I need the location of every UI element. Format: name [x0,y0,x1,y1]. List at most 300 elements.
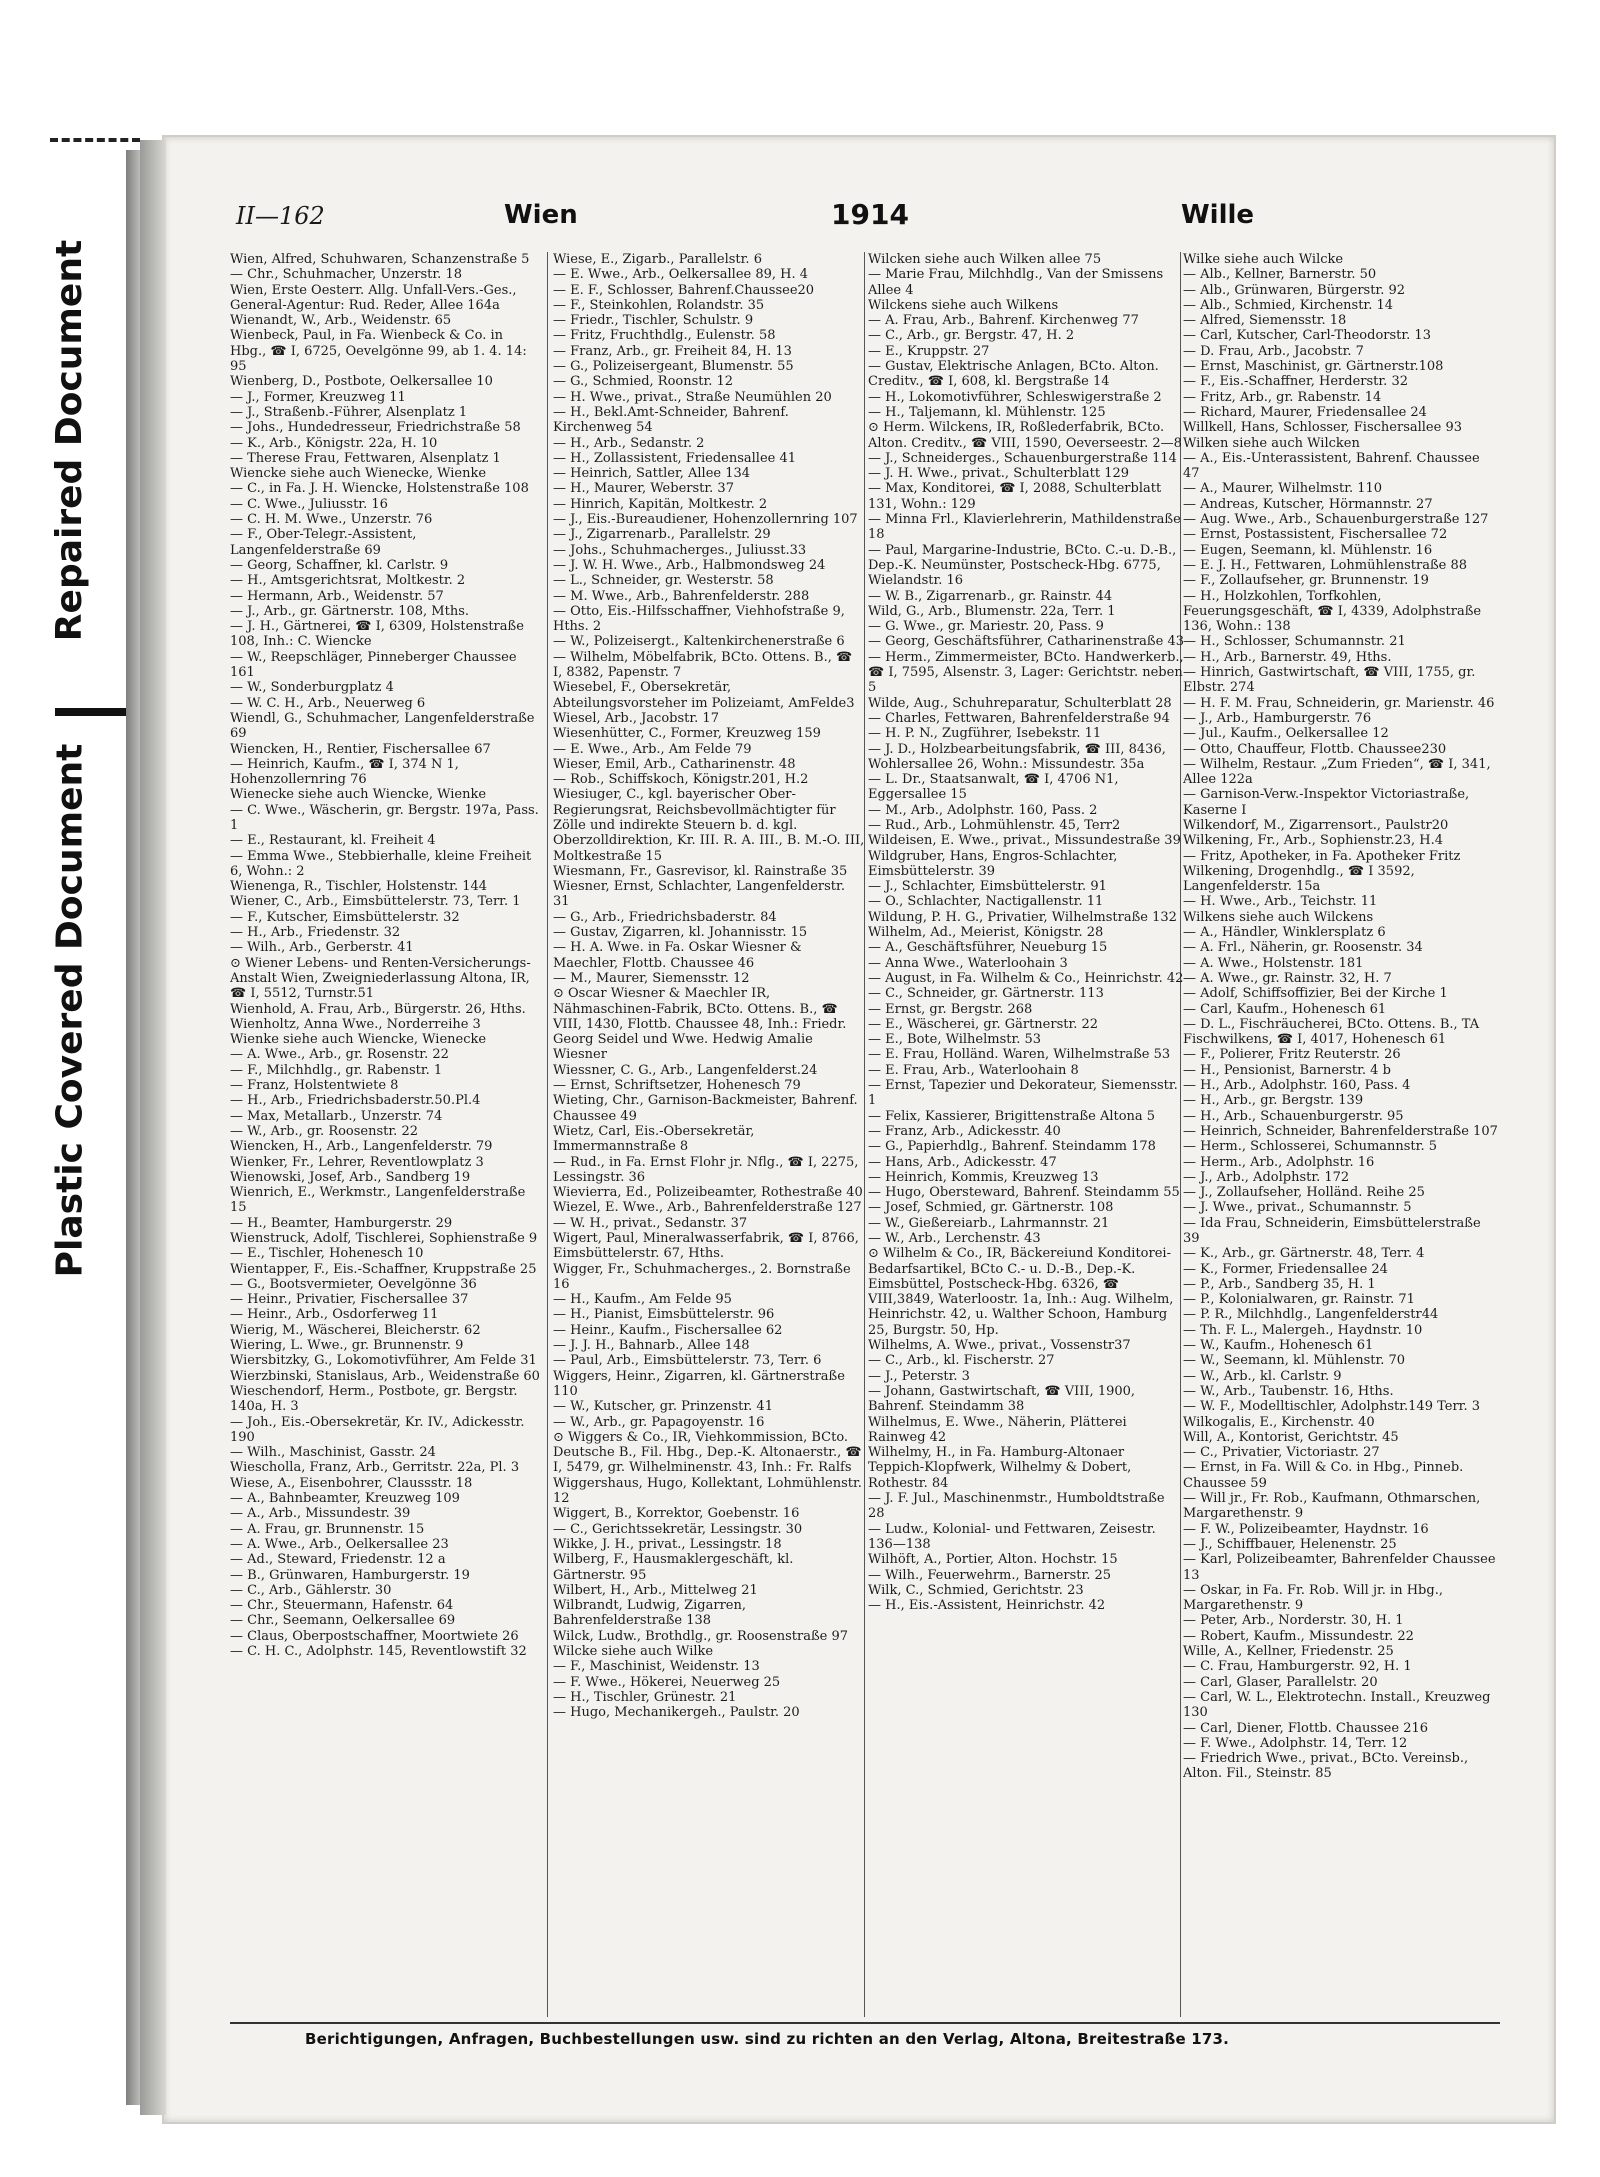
directory-entry: — J., Straßenb.-Führer, Alsenplatz 1 [230,404,468,420]
directory-entry: — Carl, W. L., Elektrotechn. Install., Kreuzweg 130 [1183,1689,1491,1721]
directory-entry: — E. J. H., Fettwaren, Lohmühlenstraße 88 [1183,557,1468,573]
directory-entry: — A., Bahnbeamter, Kreuzweg 109 [230,1491,460,1507]
directory-entry: — Heinrich, Sattler, Allee 134 [553,466,751,482]
directory-entry: Wienenga, R., Tischler, Holstenstr. 144 [230,879,488,895]
directory-entry: — Georg, Geschäftsführer, Catharinenstraße 43 [868,634,1184,650]
directory-entry: — G., Bootsvermieter, Oevelgönne 36 [230,1276,477,1292]
directory-entry: — Ernst, Maschinist, gr. Gärtnerstr.108 [1183,359,1444,375]
directory-entry: — Ludw., Kolonial- und Fettwaren, Zeisestr. 136—138 [868,1521,1156,1552]
directory-entry: — H., Arb., Sedanstr. 2 [553,435,705,451]
header-last-name: Wille [1181,200,1255,230]
directory-entry: — H., Pensionist, Barnerstr. 4 b [1183,1062,1391,1078]
directory-entry: — H., Arb., Friedrichsbaderstr.50.Pl.4 [230,1093,481,1109]
directory-entry: — Carl, Glaser, Parallelstr. 20 [1183,1674,1378,1690]
directory-column-4 [1183,252,1499,2022]
directory-entry: — A., Händler, Winklersplatz 6 [1183,925,1386,941]
directory-entry: — Rud., Arb., Lohmühlenstr. 45, Terr2 [868,817,1121,833]
directory-entry: — C., in Fa. J. H. Wiencke, Holstenstraße 108 [230,481,529,497]
directory-entry: — Chr., Schuhmacher, Unzerstr. 18 [230,267,462,283]
directory-entry: — M., Maurer, Siemensstr. 12 [553,970,750,986]
directory-entry: — W., Kaufm., Hohenesch 61 [1183,1338,1374,1354]
directory-entry: — F. Wwe., Hökerei, Neuerweg 25 [553,1674,781,1690]
directory-entry: — Heinrich, Schneider, Bahrenfelderstraße 107 [1183,1123,1498,1139]
header-first-name: Wien [504,200,578,230]
directory-entry: Wildung, P. H. G., Privatier, Wilhelmstraße 132 [868,909,1177,925]
directory-entry: — Paul, Arb., Eimsbüttelerstr. 73, Terr. 6 [553,1353,822,1369]
directory-entry: — Johann, Gastwirtschaft, ☎ VIII, 1900, Bahrenf. Steindamm 38 [868,1383,1136,1415]
directory-entry: — A., Arb., Missundestr. 39 [230,1506,411,1522]
directory-entry: — Friedr., Tischler, Schulstr. 9 [553,313,754,329]
directory-entry: — A., Eis.-Unterassistent, Bahrenf. Chaussee 47 [1183,450,1480,482]
directory-entry: Wiesmann, Fr., Gasrevisor, kl. Rainstraße 35 [553,863,848,879]
directory-entry: — E. F., Schlosser, Bahrenf.Chaussee20 [553,282,815,298]
directory-entry: Wienowski, Josef, Arb., Sandberg 19 [230,1169,471,1185]
directory-entry: — J. J. H., Bahnarb., Allee 148 [553,1338,750,1354]
directory-entry: — Minna Frl., Klavierlehrerin, Mathildenstraße 18 [868,512,1181,543]
directory-entry: — Paul, Margarine-Industrie, BCto. C.-u. D.-B., Dep.-K. Neumünster, Postscheck-Hbg. 6775, Wielandstr. 16 [868,542,1177,589]
directory-entry: Wienrich, E., Werkmstr., Langenfelderstraße 15 [230,1185,526,1216]
directory-entry: — W. B., Zigarrenarb., gr. Rainstr. 44 [868,588,1113,604]
directory-entry: — K., Arb., Königstr. 22a, H. 10 [230,435,438,451]
directory-entry: — Therese Frau, Fettwaren, Alsenplatz 1 [230,450,501,466]
directory-entry: — H., Holzkohlen, Torfkohlen, Feuerungsgeschäft, ☎ I, 4339, Adolphstraße 136, Wohn.: 138 [1183,588,1482,635]
directory-entry: — Max, Metallarb., Unzerstr. 74 [230,1108,443,1124]
directory-entry: — P. R., Milchhdlg., Langenfelderstr44 [1183,1307,1439,1323]
directory-entry: Wilk, C., Schmied, Gerichtstr. 23 [868,1582,1084,1598]
directory-entry: — K., Former, Friedensallee 24 [1183,1261,1388,1277]
directory-entry: Wilke siehe auch Wilcke [1183,252,1344,267]
directory-entry: — M. Wwe., Arb., Bahrenfelderstr. 288 [553,588,810,604]
directory-entry: — Carl, Kutscher, Carl-Theodorstr. 13 [1183,328,1431,344]
page-number: II—162 [236,202,325,230]
directory-entry: — E. Wwe., Arb., Am Felde 79 [553,741,752,757]
directory-entry: — W., Arb., gr. Roosenstr. 22 [230,1123,418,1139]
directory-entry: — M., Arb., Adolphstr. 160, Pass. 2 [868,802,1098,818]
directory-entry: — H., Kaufm., Am Felde 95 [553,1292,732,1308]
directory-entry: — F., Ober-Telegr.-Assistent, Langenfelderstraße 69 [230,527,417,558]
directory-entry: Wiese, A., Eisenbohrer, Claussstr. 18 [230,1475,473,1491]
directory-entry: Wilhelmy, H., in Fa. Hamburg-Altonaer Teppich-Klopfwerk, Wilhelmy & Dobert, Rothestr. 84 [868,1445,1132,1491]
directory-entry: Wienstruck, Adolf, Tischlerei, Sophienstraße 9 [230,1231,538,1246]
directory-entry: — F. Wwe., Adolphstr. 14, Terr. 12 [1183,1735,1408,1751]
directory-entry: Wienker, Fr., Lehrer, Reventlowplatz 3 [230,1154,484,1170]
directory-entry: — Alb., Schmied, Kirchenstr. 14 [1183,297,1394,313]
directory-entry: Wiese, E., Zigarb., Parallelstr. 6 [553,252,762,267]
directory-entry: — H., Arb., Barnerstr. 49, Hths. [1183,649,1392,665]
directory-entry: — Heinrich, Kaufm., ☎ I, 374 N 1, Hohenzollernring 76 [230,756,459,788]
directory-entry: Wilckens siehe auch Wilkens [868,297,1059,313]
book-spine-edge [126,150,140,2105]
directory-entry: — J., Schlachter, Eimsbüttelerstr. 91 [868,879,1107,895]
directory-entry: Wiener, C., Arb., Eimsbüttelerstr. 73, Terr. 1 [230,894,521,910]
directory-entry: — C., Schneider, gr. Gärtnerstr. 113 [868,986,1104,1002]
directory-entry: Wienholtz, Anna Wwe., Norderreihe 3 [230,1016,481,1032]
label-separator [55,708,135,716]
directory-entry: Wiessner, C. G., Arb., Langenfelderst.24 [553,1062,818,1078]
directory-entry: — Chr., Steuermann, Hafenstr. 64 [230,1598,454,1614]
directory-entry: Will, A., Kontorist, Gerichtstr. 45 [1183,1429,1399,1445]
directory-entry: — P., Kolonialwaren, gr. Rainstr. 71 [1183,1292,1415,1308]
directory-entry: — Otto, Eis.-Hilfsschaffner, Viehhofstraße 9, Hths. 2 [553,603,845,635]
directory-entry: Wiesebel, F., Obersekretär, Abteilungsvorsteher im Polizeiamt, AmFelde3 [553,680,855,711]
directory-entry: — H. Wwe., Arb., Teichstr. 11 [1183,894,1378,910]
directory-entry: Wienbeck, Paul, in Fa. Wienbeck & Co. in Hbg., ☎ I, 6725, Oevelgönne 99, ab 1. 4. 14: 95 [230,328,527,375]
directory-entry: — Eugen, Seemann, kl. Mühlenstr. 16 [1183,542,1433,558]
directory-entry: Wien, Erste Oesterr. Allg. Unfall-Vers.-Ges., General-Agentur: Rud. Reder, Allee 164a [230,282,517,313]
directory-entry: — A., Geschäftsführer, Neueburg 15 [868,940,1108,956]
directory-entry: — E. Wwe., Arb., Oelkersallee 89, H. 4 [553,267,809,283]
directory-entry: — H. P. N., Zugführer, Isebekstr. 11 [868,726,1102,742]
directory-entry: — J. H. Wwe., privat., Schulterblatt 129 [868,466,1130,482]
directory-entry: — Franz, Holstentwiete 8 [230,1078,399,1094]
directory-entry: — J., Schneiderges., Schauenburgerstraße 114 [868,450,1177,466]
directory-entry: Wiesiuger, C., kgl. bayerischer Ober-Regierungsrat, Reichsbevollmächtigter für Zölle und indirekte Steuern b. d. kgl. Oberzolldirektion, Kr. III. R. A. III., B. M.-O. III, Moltkestraße 15 [553,787,865,864]
directory-entry: — A. Wwe., Arb., Oelkersallee 23 [230,1536,449,1552]
directory-entry: — August, in Fa. Wilhelm & Co., Heinrichstr. 42 [868,970,1184,986]
directory-entry: — Oskar, in Fa. Fr. Rob. Will jr. in Hbg., Margarethenstr. 9 [1183,1582,1443,1614]
directory-entry: — D. L., Fischräucherei, BCto. Ottens. B., TA Fischwilkens, ☎ I, 4017, Hohenesch 61 [1183,1016,1480,1048]
directory-entry: Wienecke siehe auch Wiencke, Wienke [230,787,487,803]
directory-entry: — C., Arb., kl. Fischerstr. 27 [868,1353,1055,1369]
directory-entry: — Wilh., Arb., Gerberstr. 41 [230,940,414,956]
directory-entry: — Hermann, Arb., Weidenstr. 57 [230,588,444,604]
directory-entry: — C. Frau, Hamburgerstr. 92, H. 1 [1183,1659,1412,1675]
directory-entry: — F., Maschinist, Weidenstr. 13 [553,1659,760,1675]
directory-entry: — Felix, Kassierer, Brigittenstraße Altona 5 [868,1108,1156,1124]
directory-entry: — J. Wwe., privat., Schumannstr. 5 [1183,1200,1412,1216]
directory-entry: — H., Taljemann, kl. Mühlenstr. 125 [868,404,1106,420]
directory-entry: — Hans, Arb., Adickesstr. 47 [868,1154,1057,1170]
directory-entry: — Herm., Arb., Adolphstr. 16 [1183,1154,1375,1170]
directory-entry: — D. Frau, Arb., Jacobstr. 7 [1183,343,1364,359]
directory-entry: — W., Gießereiarb., Lahrmannstr. 21 [868,1215,1110,1231]
directory-entry: — Fritz, Fruchthdlg., Eulenstr. 58 [553,328,776,344]
directory-entry: Wieschendorf, Herm., Postbote, gr. Bergstr. 140a, H. 3 [230,1383,518,1415]
directory-entry: Wigert, Paul, Mineralwasserfabrik, ☎ I, 8766, Eimsbüttelerstr. 67, Hths. [553,1231,859,1262]
directory-entry: — Gustav, Elektrische Anlagen, BCto. Alton. Creditv., ☎ I, 608, kl. Bergstraße 14 [868,359,1159,390]
footer-rule [230,2022,1500,2024]
directory-entry: Wille, A., Kellner, Friedenstr. 25 [1183,1644,1394,1660]
directory-entry: — F., Steinkohlen, Rolandstr. 35 [553,297,765,313]
directory-entry: — O., Schlachter, Nactigallenstr. 11 [868,894,1104,910]
directory-entry: — Peter, Arb., Norderstr. 30, H. 1 [1183,1613,1404,1629]
directory-entry: Wildgruber, Hans, Engros-Schlachter, Eimsbüttelerstr. 39 [868,848,1118,879]
directory-entry: — Garnison-Verw.-Inspektor Victoriastraße, Kaserne I [1183,787,1470,818]
directory-entry: — A. Frau, gr. Brunnenstr. 15 [230,1521,425,1537]
directory-entry: — A. Wwe., gr. Rainstr. 32, H. 7 [1183,970,1392,986]
directory-entry: Wilbert, H., Arb., Mittelweg 21 [553,1582,758,1598]
directory-entry: — Fritz, Arb., gr. Rabenstr. 14 [1183,389,1382,405]
column-divider [547,252,548,2017]
directory-entry: — K., Arb., gr. Gärtnerstr. 48, Terr. 4 [1183,1246,1425,1262]
directory-entry: Wilken siehe auch Wilcken [1183,435,1360,451]
directory-entry: — H., Eis.-Assistent, Heinrichstr. 42 [868,1598,1106,1614]
directory-entry: — Ernst, Postassistent, Fischersallee 72 [1183,527,1448,543]
directory-entry: ⊙ Wiener Lebens- und Renten-Versicherungs-Anstalt Wien, Zweigniederlassung Altona, IR, ☎ I, 5512, Turnstr.51 [230,955,531,1002]
directory-column-3 [868,252,1184,2022]
directory-entry: — Charles, Fettwaren, Bahrenfelderstraße 94 [868,710,1170,726]
directory-entry: Wiesner, Ernst, Schlachter, Langenfelderstr. 31 [553,879,845,910]
directory-entry: — Joh., Eis.-Obersekretär, Kr. IV., Adickesstr. 190 [230,1414,525,1445]
directory-entry: — G., Polizeisergeant, Blumenstr. 55 [553,359,794,375]
directory-entry: — Heinr., Arb., Osdorferweg 11 [230,1307,439,1323]
directory-entry: — J. D., Holzbearbeitungsfabrik, ☎ III, 8436, Wohlersallee 26, Wohn.: Missundestr. 35a [868,741,1166,772]
directory-entry: ⊙ Oscar Wiesner & Maechler IR, Nähmaschinen-Fabrik, BCto. Ottens. B., ☎ VIII, 1430, Flottb. Chaussee 48, Inh.: Friedr. Georg Seidel und Wwe. Hedwig Amalie Wiesner [553,986,847,1063]
directory-entry: Wienberg, D., Postbote, Oelkersallee 10 [230,374,493,390]
directory-entry: — Johs., Schuhmacherges., Juliusst.33 [553,542,807,558]
directory-entry: Wienke siehe auch Wiencke, Wienecke [230,1032,487,1048]
directory-entry: Willkell, Hans, Schlosser, Fischersallee 93 [1183,420,1462,436]
directory-entry: — J., Peterstr. 3 [868,1368,970,1384]
directory-entry: — W. H., privat., Sedanstr. 37 [553,1215,748,1231]
directory-entry: — Rud., in Fa. Ernst Flohr jr. Nflg., ☎ I, 2275, Lessingstr. 36 [553,1154,859,1185]
directory-entry: — G., Papierhdlg., Bahrenf. Steindamm 178 [868,1139,1156,1155]
directory-entry: Wiggert, B., Korrektor, Goebenstr. 16 [553,1506,800,1522]
directory-entry: — G., Schmied, Roonstr. 12 [553,374,734,390]
directory-entry: Wiezel, E. Wwe., Arb., Bahrenfelderstraße 127 [553,1200,862,1216]
repaired-document-text: Repaired Document [49,239,91,641]
directory-entry: — C., Arb., Gählerstr. 30 [230,1582,392,1598]
directory-entry: — H., Pianist, Eimsbüttelerstr. 96 [553,1307,775,1323]
directory-entry: — W., Arb., Lerchenstr. 43 [868,1231,1041,1246]
directory-entry: — J., Zollaufseher, Holländ. Reihe 25 [1183,1185,1425,1201]
directory-entry: Wierig, M., Wäscherei, Bleicherstr. 62 [230,1322,481,1338]
repaired-document-label [0,160,140,720]
directory-entry: Wiencken, H., Arb., Langenfelderstr. 79 [230,1139,493,1155]
plastic-covered-label [0,730,140,1290]
directory-entry: — C., Privatier, Victoriastr. 27 [1183,1445,1380,1461]
directory-entry: Wiesel, Arb., Jacobstr. 17 [553,710,719,726]
directory-entry: Wiesenhütter, C., Former, Kreuzweg 159 [553,726,821,742]
directory-entry: — A. Frl., Näherin, gr. Roosenstr. 34 [1183,940,1423,956]
directory-entry: — Ida Frau, Schneiderin, Eimsbüttelerstraße 39 [1183,1215,1481,1246]
directory-entry: — Franz, Arb., Adickesstr. 40 [868,1123,1061,1139]
directory-entry: — E., Kruppstr. 27 [868,343,990,359]
directory-entry: — Georg, Schaffner, kl. Carlstr. 9 [230,557,449,573]
margin-ticks [50,138,140,148]
directory-entry: Wierzbinski, Stanislaus, Arb., Weidenstraße 60 [230,1368,540,1384]
directory-entry: — H. F. M. Frau, Schneiderin, gr. Marienstr. 46 [1183,695,1495,711]
directory-entry: ⊙ Herm. Wilckens, IR, Roßlederfabrik, BCto. Alton. Creditv., ☎ VIII, 1590, Oeverseestr. 2—8 [868,420,1182,451]
directory-entry: Wiencke siehe auch Wienecke, Wienke [230,466,487,482]
directory-entry: — H., Arb., gr. Bergstr. 139 [1183,1093,1364,1109]
directory-entry: — Marie Frau, Milchhdlg., Van der Smissens Allee 4 [868,267,1164,298]
directory-entry: — Wilhelm, Möbelfabrik, BCto. Ottens. B., ☎ I, 8382, Papenstr. 7 [553,649,853,681]
directory-entry: — Ernst, Tapezier und Dekorateur, Siemensstr. 1 [868,1078,1178,1109]
directory-entry: — C. H. M. Wwe., Unzerstr. 76 [230,512,433,528]
directory-entry: — Hinrich, Gastwirtschaft, ☎ VIII, 1755, gr. Elbstr. 274 [1183,665,1476,696]
directory-entry: — E., Bote, Wilhelmstr. 53 [868,1032,1042,1048]
directory-entry: Wienhold, A. Frau, Arb., Bürgerstr. 26, Hths. [230,1001,526,1017]
directory-entry: Wilcken siehe auch Wilken allee 75 [868,252,1102,267]
directory-entry: — E., Restaurant, kl. Freiheit 4 [230,833,436,849]
directory-entry: Wilde, Aug., Schuhreparatur, Schulterblatt 28 [868,695,1172,711]
directory-entry: — Heinrich, Kommis, Kreuzweg 13 [868,1169,1099,1185]
directory-entry: — Wilh., Feuerwehrm., Barnerstr. 25 [868,1567,1112,1583]
directory-entry: Wilck, Ludw., Brothdlg., gr. Roosenstraße 97 [553,1628,849,1644]
header-year: 1914 [831,198,909,231]
directory-entry: — H., Maurer, Weberstr. 37 [553,481,734,497]
directory-entry: — F., Zollaufseher, gr. Brunnenstr. 19 [1183,573,1429,589]
directory-entry: — L., Schneider, gr. Westerstr. 58 [553,573,774,589]
directory-entry: — W., Arb., gr. Papagoyenstr. 16 [553,1414,765,1430]
directory-entry: — Karl, Polizeibeamter, Bahrenfelder Chaussee 13 [1183,1552,1496,1583]
directory-entry: Wientapper, F., Eis.-Schaffner, Kruppstraße 25 [230,1261,537,1277]
directory-entry: — Carl, Kaufm., Hohenesch 61 [1183,1001,1387,1017]
directory-entry: — J. W. H. Wwe., Arb., Halbmondsweg 24 [553,557,826,573]
directory-entry: — W., Arb., Taubenstr. 16, Hths. [1183,1383,1394,1399]
directory-entry: — H., Zollassistent, Friedensallee 41 [553,450,797,466]
directory-entry: — J., Eis.-Bureaudiener, Hohenzollernring 107 [553,512,858,528]
directory-entry: Wilcke siehe auch Wilke [553,1644,714,1660]
directory-entry: — H., Arb., Adolphstr. 160, Pass. 4 [1183,1078,1411,1094]
directory-entry: Wilkogalis, E., Kirchenstr. 40 [1183,1414,1375,1430]
directory-entry: — Herm., Zimmermeister, BCto. Handwerkerb., ☎ I, 7595, Alsenstr. 3, Lager: Gerichtstr. neben 5 [868,649,1184,696]
directory-column-2 [553,252,865,2022]
directory-entry: — Emma Wwe., Stebbierhalle, kleine Freiheit 6, Wohn.: 2 [230,848,532,879]
directory-entry: — E. Frau, Arb., Waterloohain 8 [868,1062,1079,1078]
directory-entry: Wilhöft, A., Portier, Alton. Hochstr. 15 [868,1552,1118,1568]
directory-entry: — F., Eis.-Schaffner, Herderstr. 32 [1183,374,1408,390]
directory-entry: — G. Wwe., gr. Mariestr. 20, Pass. 9 [868,619,1104,635]
directory-entry: Wiggershaus, Hugo, Kollektant, Lohmühlenstr. 12 [553,1475,862,1507]
directory-entry: Wilbrandt, Ludwig, Zigarren, Bahrenfelderstraße 138 [553,1598,747,1629]
directory-entry: — W., Kutscher, gr. Prinzenstr. 41 [553,1399,773,1415]
page-header [236,196,1466,236]
directory-entry: — Hugo, Obersteward, Bahrenf. Steindamm 55 [868,1185,1180,1201]
directory-entry: — Aug. Wwe., Arb., Schauenburgerstraße 127 [1183,512,1489,528]
directory-entry: Wiencken, H., Rentier, Fischersallee 67 [230,741,491,757]
directory-entry: — Josef, Schmied, gr. Gärtnerstr. 108 [868,1200,1114,1216]
directory-entry: — Claus, Oberpostschaffner, Moortwiete 26 [230,1628,519,1644]
directory-entry: — C. H. C., Adolphstr. 145, Reventlowstift 32 [230,1644,527,1660]
directory-entry: — Hinrich, Kapitän, Moltkestr. 2 [553,496,768,512]
directory-entry: Wieting, Chr., Garnison-Backmeister, Bahrenf. Chaussee 49 [553,1093,858,1124]
directory-entry: — J., Arb., Hamburgerstr. 76 [1183,710,1372,726]
directory-entry: — J., Schiffbauer, Helenenstr. 25 [1183,1536,1397,1552]
directory-entry: Wilkening, Fr., Arb., Sophienstr.23, H.4 [1183,833,1444,849]
directory-entry: — Franz, Arb., gr. Freiheit 84, H. 13 [553,343,792,359]
directory-entry: — H., Arb., Schauenburgerstr. 95 [1183,1108,1404,1124]
directory-entry: — Hugo, Mechanikergeh., Paulstr. 20 [553,1705,800,1721]
directory-entry: — F. W., Polizeibeamter, Haydnstr. 16 [1183,1521,1429,1537]
directory-entry: Wilhelm, Ad., Meierist, Königstr. 28 [868,925,1104,941]
directory-entry: Wilhelms, A. Wwe., privat., Vossenstr37 [868,1338,1131,1354]
directory-entry: — J., Arb., gr. Gärtnerstr. 108, Mths. [230,603,470,619]
directory-entry: — W., Reepschläger, Pinneberger Chaussee 161 [230,649,517,681]
directory-entry: — Ernst, Schriftsetzer, Hohenesch 79 [553,1078,801,1094]
directory-entry: — W., Sonderburgplatz 4 [230,680,394,696]
directory-entry: Wiggers, Heinr., Zigarren, kl. Gärtnerstraße 110 [553,1368,845,1399]
directory-entry: — Will jr., Fr. Rob., Kaufmann, Othmarschen, Margarethenstr. 9 [1183,1491,1481,1522]
directory-entry: — E., Tischler, Hohenesch 10 [230,1246,424,1262]
directory-entry: — W., Arb., kl. Carlstr. 9 [1183,1368,1342,1384]
directory-entry: Wiersbitzky, G., Lokomotivführer, Am Felde 31 [230,1353,537,1369]
directory-entry: — Wilh., Maschinist, Gasstr. 24 [230,1445,436,1461]
directory-entry: — Alb., Kellner, Barnerstr. 50 [1183,267,1377,283]
directory-entry: — A. Wwe., Arb., gr. Rosenstr. 22 [230,1047,449,1063]
directory-entry: — W., Seemann, kl. Mühlenstr. 70 [1183,1353,1406,1369]
directory-entry: — P., Arb., Sandberg 35, H. 1 [1183,1276,1376,1292]
plastic-covered-text: Plastic Covered Document [49,743,91,1277]
directory-entry: — F., Polierer, Fritz Reuterstr. 26 [1183,1047,1401,1063]
directory-entry: — J. F. Jul., Maschinenmstr., Humboldtstraße 28 [868,1491,1165,1522]
directory-entry: — J., Former, Kreuzweg 11 [230,389,406,405]
directory-entry: Wien, Alfred, Schuhwaren, Schanzenstraße 5 [230,252,530,267]
directory-entry: — J., Zigarrenarb., Parallelstr. 29 [553,527,771,543]
directory-entry: — Robert, Kaufm., Missundestr. 22 [1183,1628,1414,1644]
directory-entry: — W. F., Modelltischler, Adolphstr.149 Terr. 3 [1183,1399,1480,1415]
directory-entry: Wildeisen, E. Wwe., privat., Missundestraße 39 [868,833,1181,849]
directory-entry: — Johs., Hundedresseur, Friedrichstraße 58 [230,420,521,436]
publisher-footer: Berichtigungen, Anfragen, Buchbestellungen usw. sind zu richten an den Verlag, Altona, Breitestraße 173. [305,2030,1230,2048]
directory-entry: — J. H., Gärtnerei, ☎ I, 6309, Holstenstraße 108, Inh.: C. Wiencke [230,619,524,650]
directory-entry: — L. Dr., Staatsanwalt, ☎ I, 4706 N1, Eggersallee 15 [868,772,1119,803]
directory-entry: — E., Wäscherei, gr. Gärtnerstr. 22 [868,1016,1099,1032]
directory-entry: — Jul., Kaufm., Oelkersallee 12 [1183,726,1389,742]
directory-entry: — A. Wwe., Holstenstr. 181 [1183,955,1364,971]
directory-entry: — H., Amtsgerichtsrat, Moltkestr. 2 [230,573,466,589]
book-spine [140,140,166,2115]
directory-entry: Wilhelmus, E. Wwe., Näherin, Plätterei Rainweg 42 [868,1414,1127,1445]
directory-entry: — C., Gerichtssekretär, Lessingstr. 30 [553,1521,803,1537]
directory-entry: — B., Grünwaren, Hamburgerstr. 19 [230,1567,470,1583]
directory-entry: Wienandt, W., Arb., Weidenstr. 65 [230,313,452,329]
directory-entry: — Max, Konditorei, ☎ I, 2088, Schulterblatt 131, Wohn.: 129 [868,481,1162,512]
directory-entry: Wild, G., Arb., Blumenstr. 22a, Terr. 1 [868,603,1116,619]
directory-entry: — H., Schlosser, Schumannstr. 21 [1183,634,1406,650]
directory-entry: — Otto, Chauffeur, Flottb. Chaussee230 [1183,741,1447,757]
directory-entry: Wiendl, G., Schuhmacher, Langenfelderstraße 69 [230,710,535,742]
directory-entry: — H., Beamter, Hamburgerstr. 29 [230,1215,453,1231]
directory-entry: — Ad., Steward, Friedenstr. 12 a [230,1552,446,1568]
directory-entry: — C., Arb., gr. Bergstr. 47, H. 2 [868,328,1075,344]
directory-entry: — A., Maurer, Wilhelmstr. 110 [1183,481,1383,497]
directory-entry: Wiescholla, Franz, Arb., Gerritstr. 22a, Pl. 3 [230,1460,520,1476]
directory-entry: — Herm., Schlosserei, Schumannstr. 5 [1183,1139,1437,1155]
directory-entry: Wilberg, F., Hausmaklergeschäft, kl. Gärtnerstr. 95 [553,1552,794,1583]
directory-entry: Wilkendorf, M., Zigarrensort., Paulstr20 [1183,817,1449,833]
directory-entry: — H., Arb., Friedenstr. 32 [230,925,401,941]
directory-entry: — Wilhelm, Restaur. „Zum Frieden“, ☎ I, 341, Allee 122a [1183,756,1491,788]
directory-entry: — F., Milchhdlg., gr. Rabenstr. 1 [230,1062,443,1078]
directory-entry: — Richard, Maurer, Friedensallee 24 [1183,404,1427,420]
directory-entry: — G., Arb., Friedrichsbaderstr. 84 [553,909,777,925]
directory-entry: — H. Wwe., privat., Straße Neumühlen 20 [553,389,832,405]
directory-entry: — A. Frau, Arb., Bahrenf. Kirchenweg 77 [868,313,1139,329]
directory-column-1 [230,252,542,2022]
directory-entry: — Carl, Diener, Flottb. Chaussee 216 [1183,1720,1429,1736]
directory-entry: Wiering, L. Wwe., gr. Brunnenstr. 9 [230,1338,464,1354]
directory-entry: — Th. F. L., Malergeh., Haydnstr. 10 [1183,1322,1423,1338]
directory-entry: — Heinr., Kaufm., Fischersallee 62 [553,1322,783,1338]
directory-entry: — Ernst, in Fa. Will & Co. in Hbg., Pinneb. Chaussee 59 [1183,1460,1464,1491]
directory-entry: — H., Bekl.Amt-Schneider, Bahrenf. Kirchenweg 54 [553,404,789,436]
directory-entry: — J., Arb., Adolphstr. 172 [1183,1169,1350,1185]
directory-entry: — Rob., Schiffskoch, Königstr.201, H.2 [553,772,809,788]
directory-entry: Wikke, J. H., privat., Lessingstr. 18 [553,1536,782,1552]
directory-entry: — F., Kutscher, Eimsbüttelerstr. 32 [230,909,460,925]
directory-entry: — W., Polizeisergt., Kaltenkirchenerstraße 6 [553,634,845,650]
directory-entry: Wilkens siehe auch Wilckens [1183,909,1374,925]
directory-entry: — Friedrich Wwe., privat., BCto. Vereinsb., Alton. Fil., Steinstr. 85 [1183,1751,1469,1782]
directory-entry: — Alfred, Siemensstr. 18 [1183,313,1347,329]
directory-entry: — H. A. Wwe. in Fa. Oskar Wiesner & Maechler, Flottb. Chaussee 46 [553,940,802,971]
directory-entry: ⊙ Wiggers & Co., IR, Viehkommission, BCto. Deutsche B., Fil. Hbg., Dep.-K. Altonaerstr., ☎ I, 5479, gr. Wilhelminenstr. 43, Inh.: Fr. Ralfs [553,1429,862,1476]
directory-entry: — C. Wwe., Wäscherin, gr. Bergstr. 197a, Pass. 1 [230,802,539,833]
directory-entry: — Adolf, Schiffsoffizier, Bei der Kirche 1 [1183,986,1448,1002]
directory-entry: — Heinr., Privatier, Fischersallee 37 [230,1292,469,1308]
